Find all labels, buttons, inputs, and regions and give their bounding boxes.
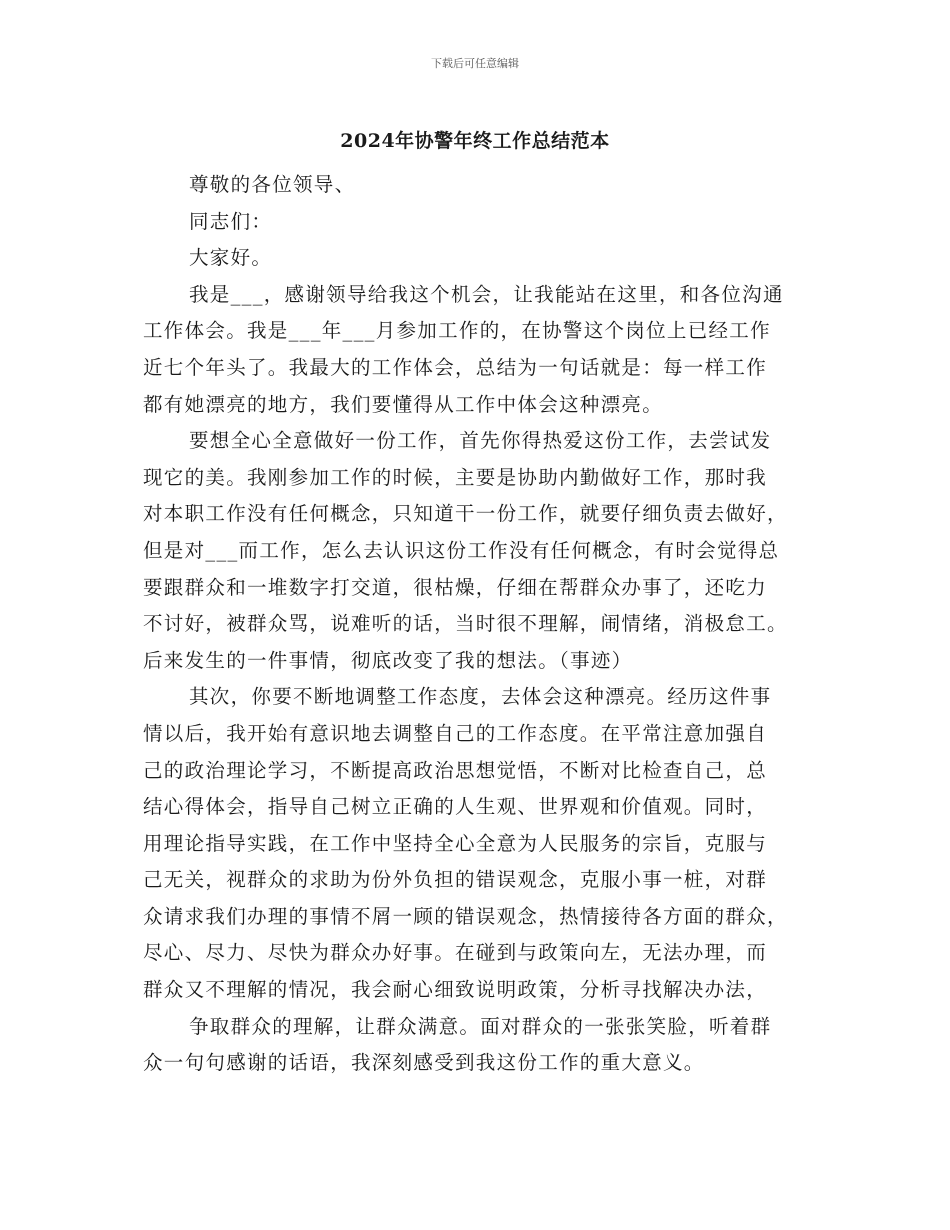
text-line: 己无关，视群众的求助为份外负担的错误观念，克服小事一桩，对群 bbox=[143, 868, 768, 892]
text-line: 尊敬的各位领导、 bbox=[189, 173, 356, 196]
text-line: 近七个年头了。我最大的工作体会，总结为一句话就是：每一样工作 bbox=[143, 355, 768, 379]
text-line: 群众又不理解的情况，我会耐心细致说明政策，分析寻找解决办法， bbox=[143, 978, 768, 1002]
text-line: 但是对___而工作，怎么去认识这份工作没有任何概念，有时会觉得总 bbox=[143, 538, 780, 562]
text-line: 都有她漂亮的地方，我们要懂得从工作中体会这种漂亮。 bbox=[143, 392, 664, 416]
text-line: 己的政治理论学习，不断提高政治思想觉悟，不断对比检查自己，总 bbox=[143, 758, 768, 782]
text-line: 要想全心全意做好一份工作，首先你得热爱这份工作，去尝试发 bbox=[189, 429, 772, 453]
text-line: 我是___，感谢领导给我这个机会，让我能站在这里，和各位沟通 bbox=[189, 282, 784, 306]
text-line: 不讨好，被群众骂，说难听的话，当时很不理解，闹情绪，消极怠工。 bbox=[143, 612, 788, 636]
text-line: 其次，你要不断地调整工作态度，去体会这种漂亮。经历这件事 bbox=[189, 685, 772, 709]
text-line: 争取群众的理解，让群众满意。面对群众的一张张笑脸，听着群 bbox=[189, 1014, 772, 1038]
text-line: 现它的美。我刚参加工作的时候，主要是协助内勤做好工作，那时我 bbox=[143, 465, 768, 489]
document-title: 2024年协警年终工作总结范本 bbox=[340, 130, 610, 152]
text-line: 大家好。 bbox=[189, 246, 273, 270]
text-line: 用理论指导实践，在工作中坚持全心全意为人民服务的宗旨，克服与 bbox=[143, 831, 768, 855]
document-body bbox=[143, 167, 823, 1082]
text-line: 情以后，我开始有意识地去调整自己的工作态度。在平常注意加强自 bbox=[143, 721, 768, 745]
header-note: 下载后可任意编辑 bbox=[431, 57, 519, 70]
text-line: 要跟群众和一堆数字打交道，很枯燥，仔细在帮群众办事了，还吃力 bbox=[143, 575, 768, 599]
text-line: 工作体会。我是___年___月参加工作的，在协警这个岗位上已经工作 bbox=[143, 319, 771, 343]
text-line: 对本职工作没有任何概念，只知道干一份工作，就要仔细负责去做好， bbox=[143, 502, 788, 526]
text-line: 结心得体会，指导自己树立正确的人生观、世界观和价值观。同时， bbox=[143, 795, 768, 819]
text-line: 同志们： bbox=[189, 209, 273, 233]
text-line: 众一句句感谢的话语，我深刻感受到我这份工作的重大意义。 bbox=[143, 1051, 705, 1075]
text-line: 众请求我们办理的事情不屑一顾的错误观念，热情接待各方面的群众， bbox=[143, 904, 788, 928]
text-line: 尽心、尽力、尽快为群众办好事。在碰到与政策向左，无法办理，而 bbox=[143, 941, 768, 965]
text-line: 后来发生的一件事情，彻底改变了我的想法。（事迹） bbox=[143, 648, 633, 672]
